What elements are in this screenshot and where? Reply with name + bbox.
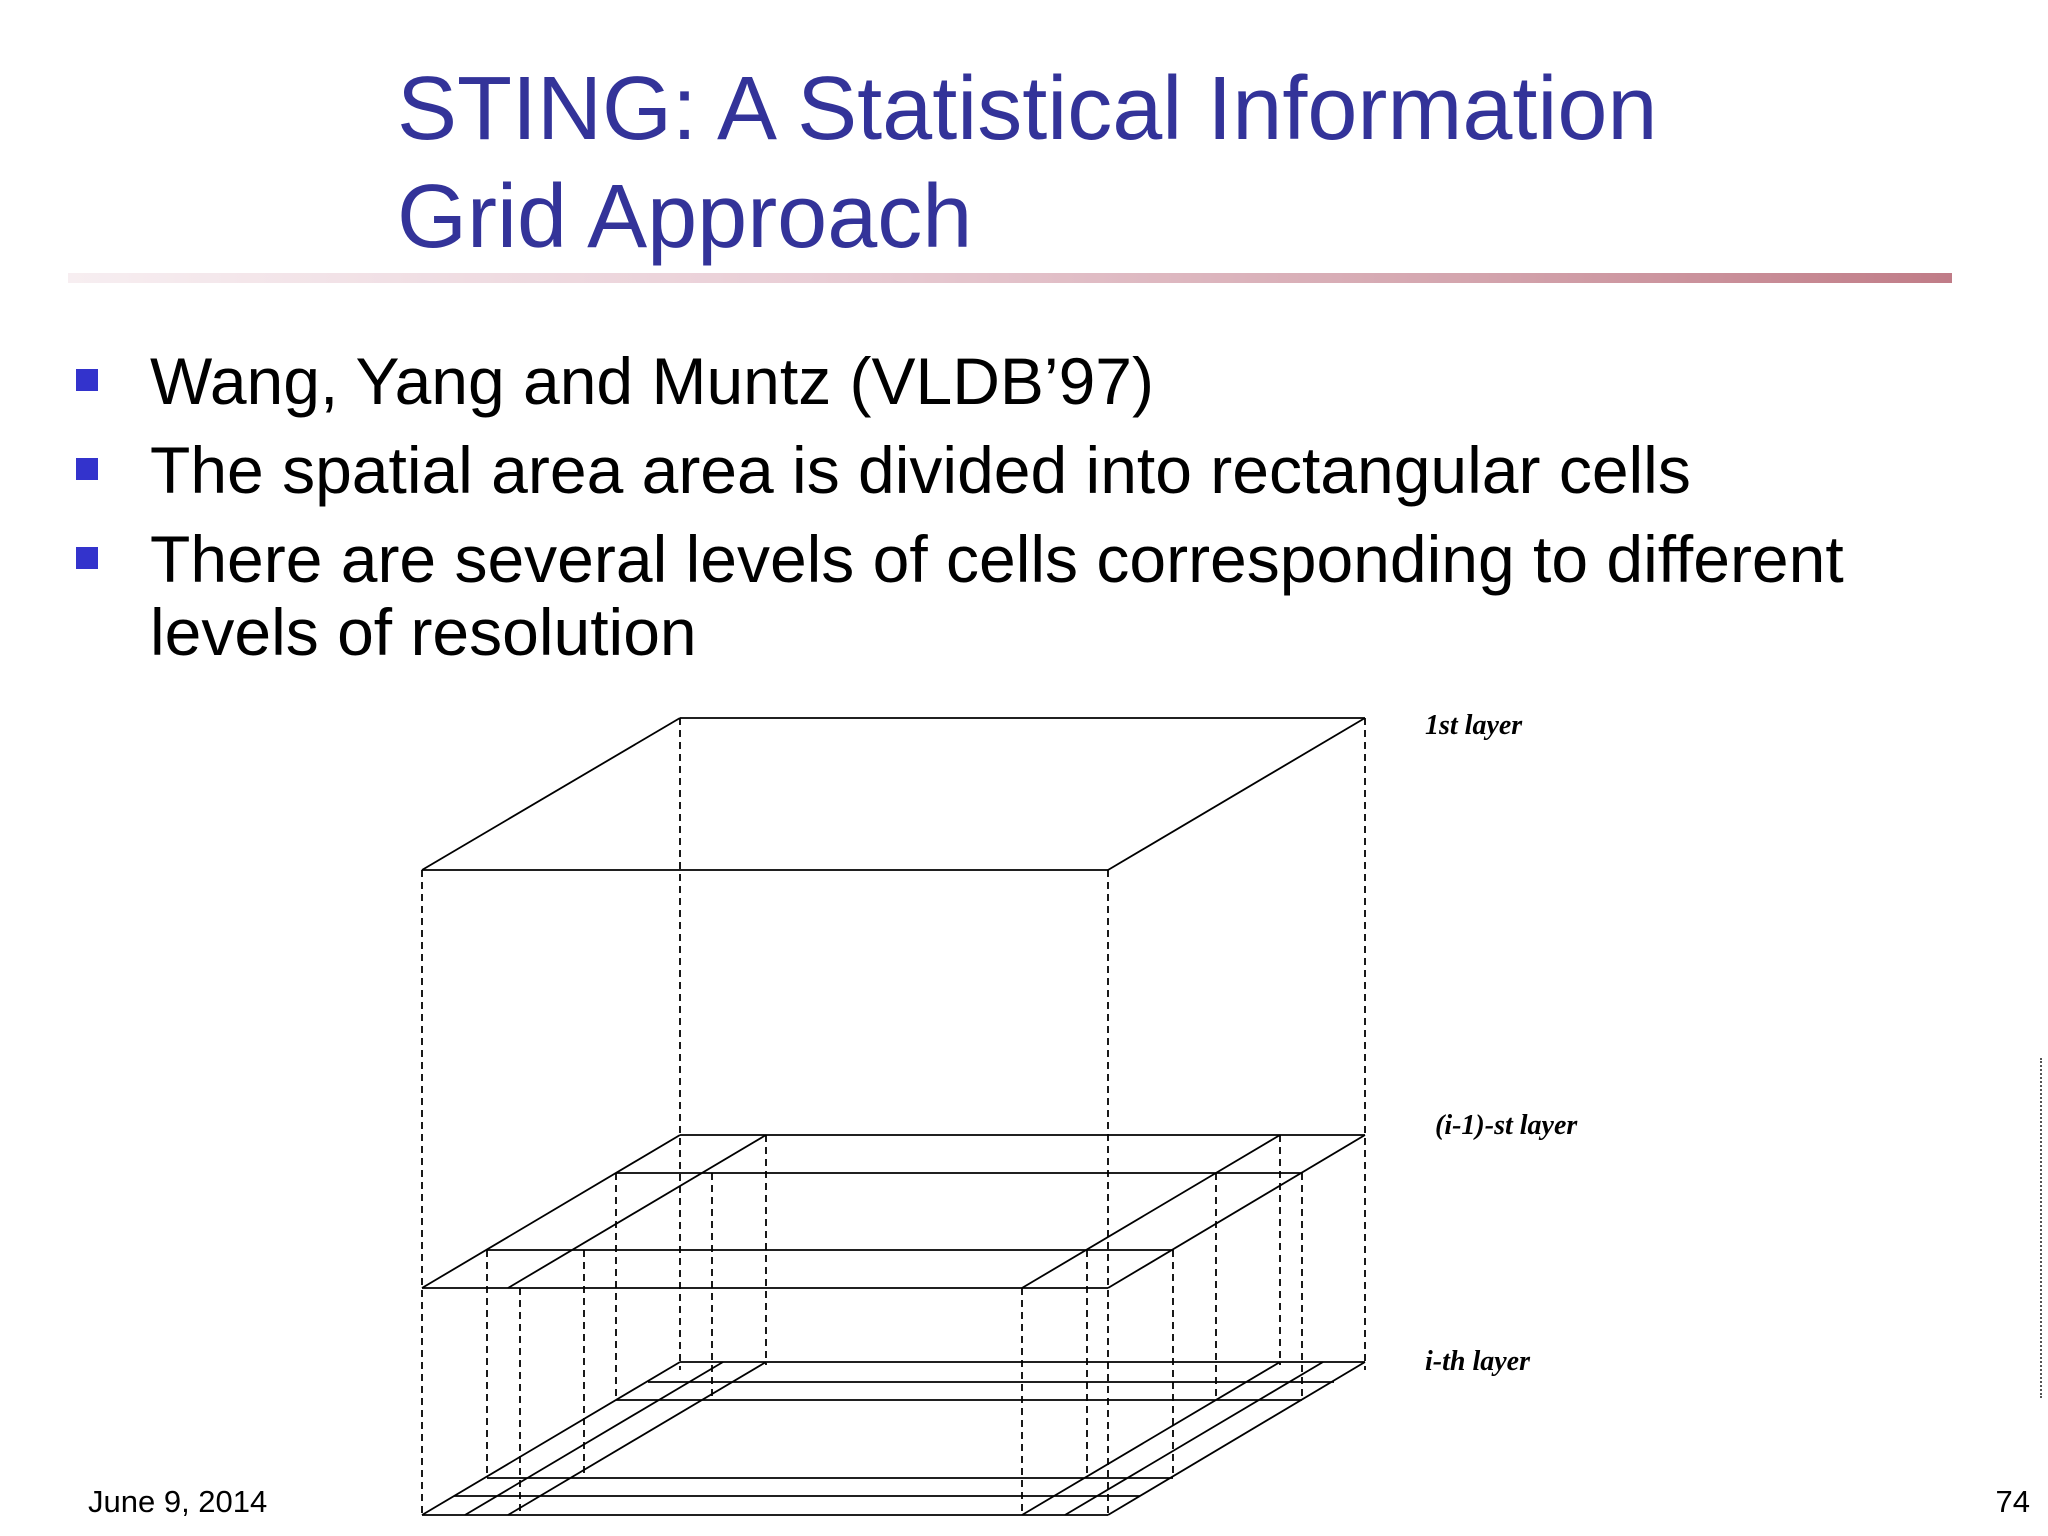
grid-line [465, 1362, 723, 1515]
grid-line [1065, 1362, 1323, 1515]
bullet-text: There are several levels of cells corresponding to different levels of resolution [150, 522, 1844, 669]
bullet-text: The spatial area area is divided into rectangular cells [150, 433, 1691, 507]
plane-edge [1108, 1135, 1365, 1288]
layer-label-first: 1st layer [1425, 710, 1523, 741]
title-line-1: STING: A Statistical Information [397, 59, 1658, 159]
bullet-text: Wang, Yang and Muntz (VLDB’97) [150, 344, 1154, 418]
edge-dotted-divider [2040, 1058, 2042, 1398]
grid-line [1022, 1362, 1280, 1515]
layer-label-bottom: i-th layer [1425, 1346, 1530, 1377]
plane-edge [1108, 1362, 1365, 1515]
first-layer-plane [422, 718, 1365, 870]
grid-line [508, 1362, 766, 1515]
grid-line [508, 1135, 766, 1288]
subcell-connectors [487, 1135, 1302, 1515]
title-line-2: Grid Approach [397, 167, 973, 267]
plane-edge [422, 718, 680, 870]
footer-date: June 9, 2014 [88, 1484, 268, 1519]
plane-edge [422, 1135, 680, 1288]
bottom-layer-plane [422, 1362, 1365, 1515]
plane-edge [1108, 718, 1365, 870]
layer-label-middle: (i-1)-st layer [1435, 1110, 1578, 1141]
page-number: 74 [1995, 1484, 2030, 1519]
plane-edge [422, 1362, 680, 1515]
middle-layer-plane [422, 1135, 1365, 1288]
grid-line [1022, 1135, 1280, 1288]
